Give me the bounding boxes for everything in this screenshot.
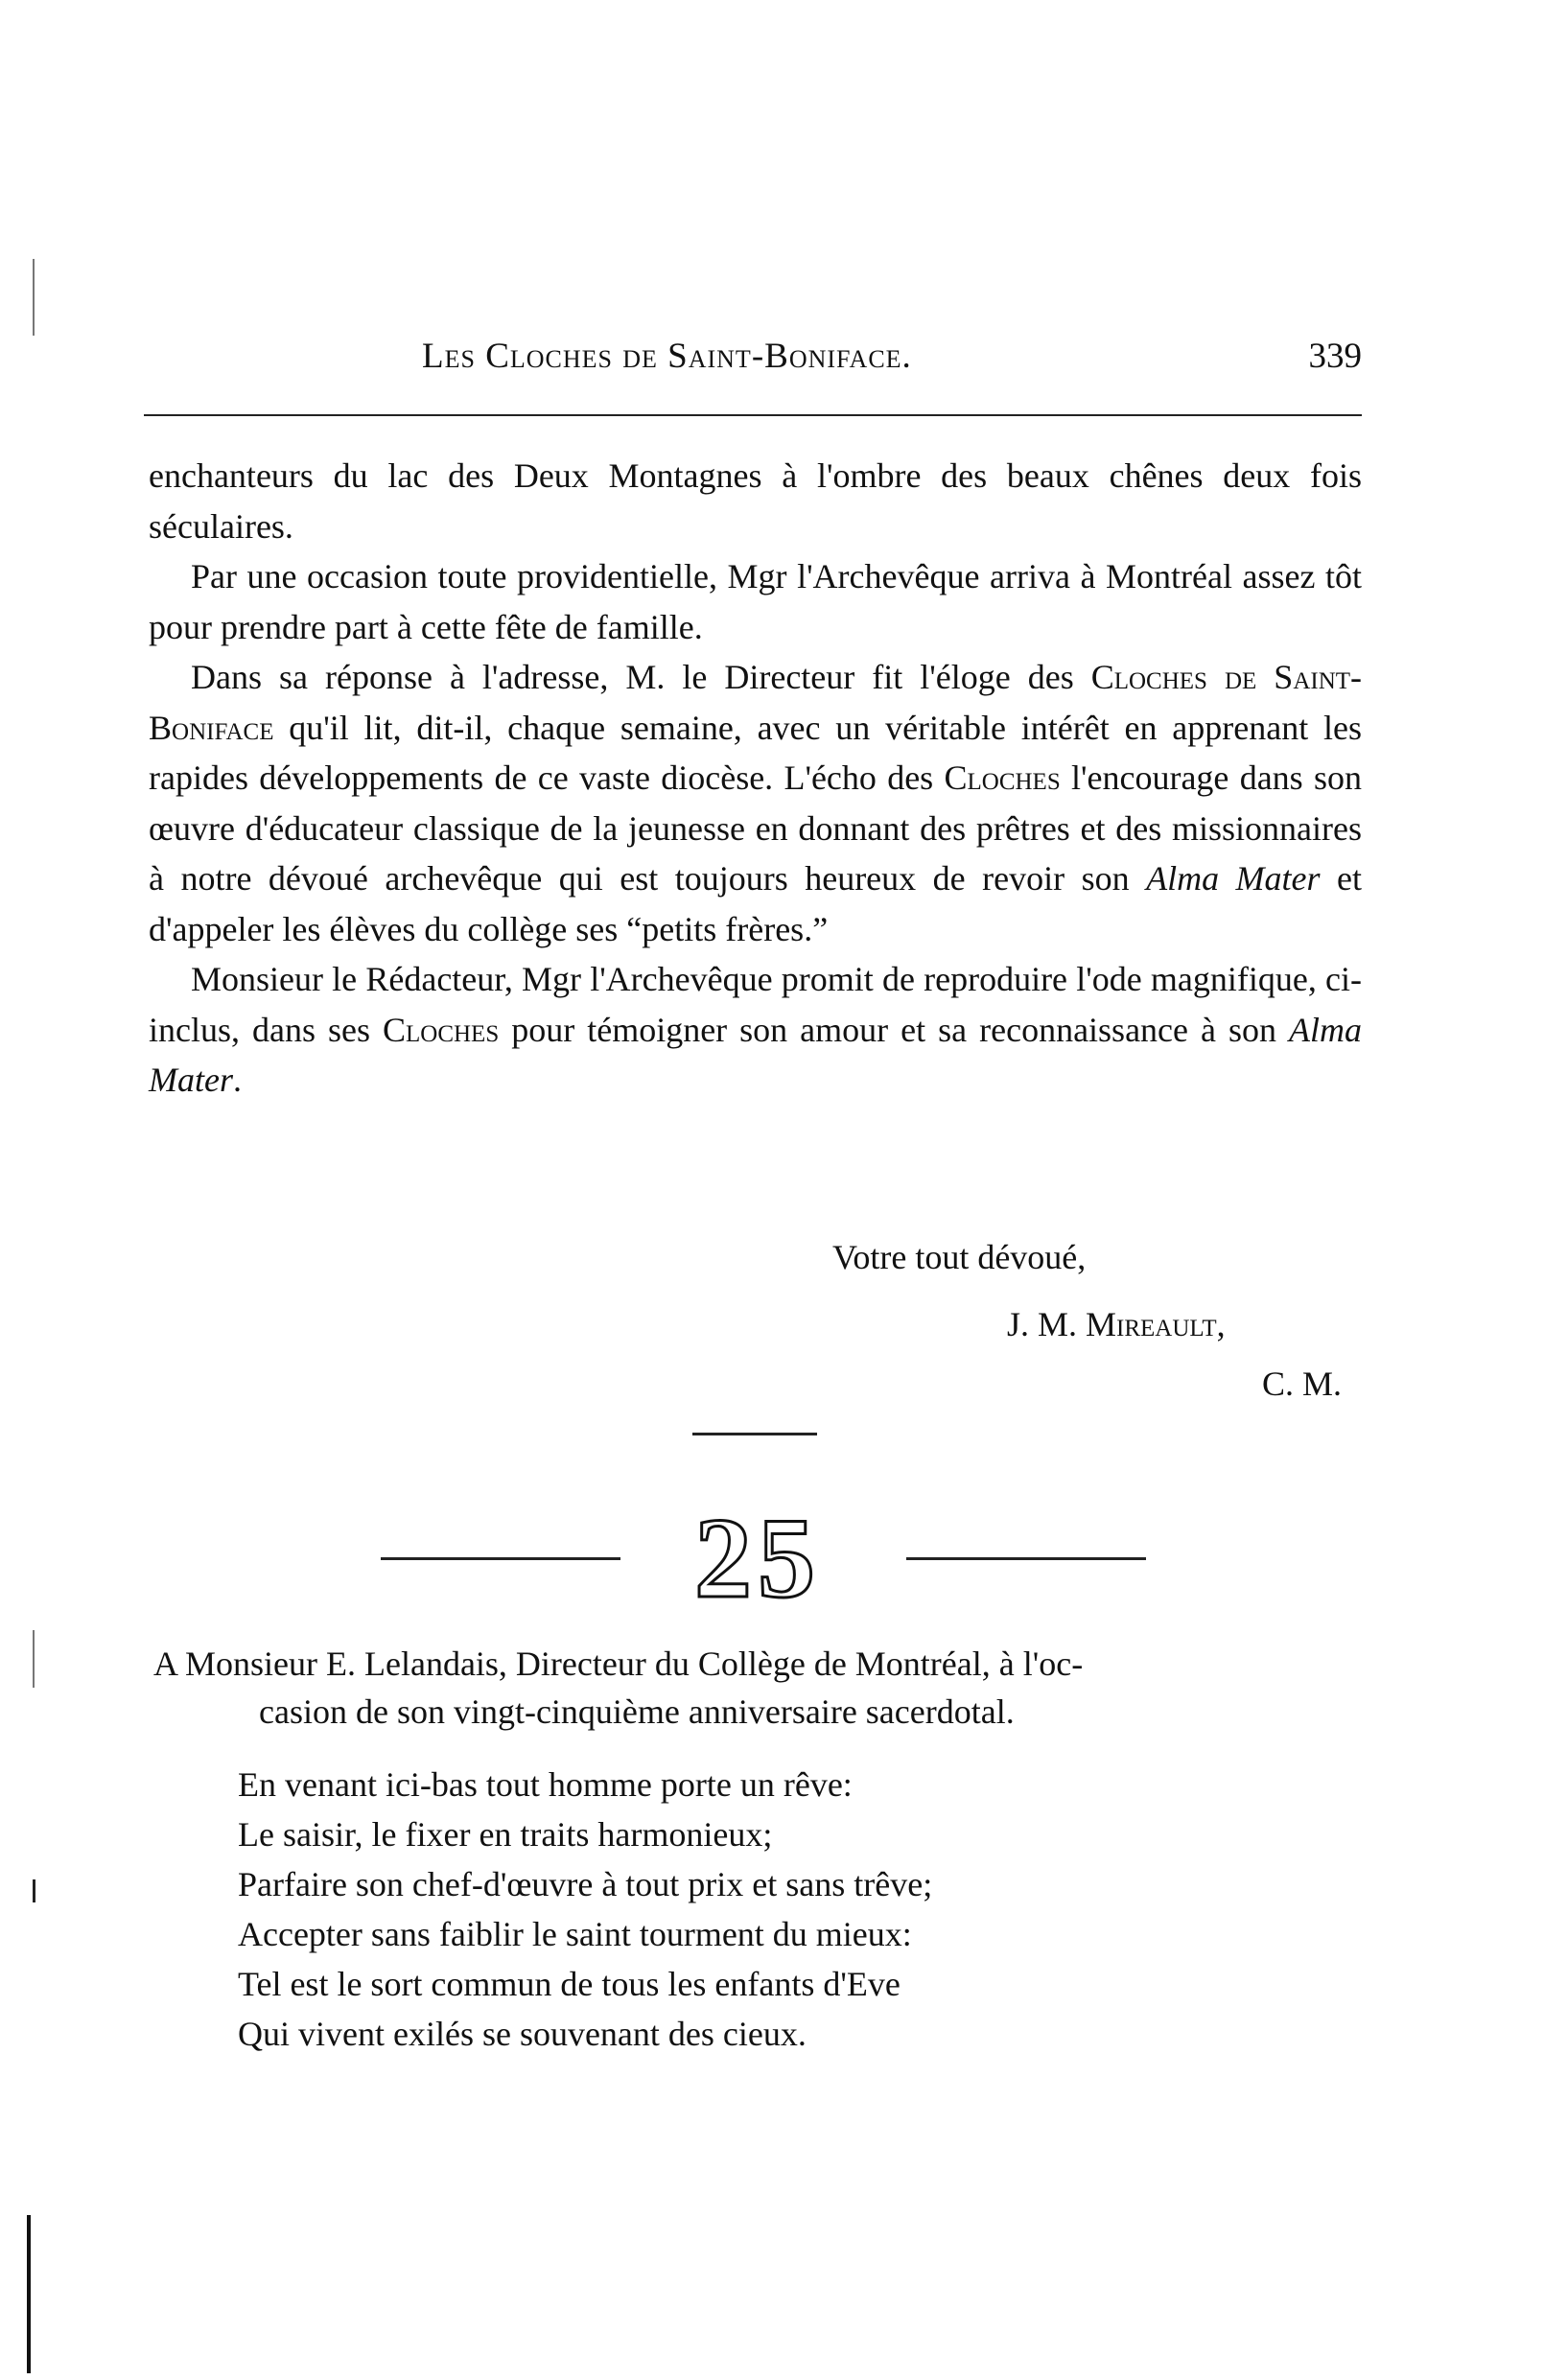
paragraph-3-text-1: Dans sa réponse à l'adresse, M. le Directeur fit l'éloge des bbox=[191, 658, 1091, 696]
cloches-smallcaps-2: Cloches bbox=[382, 1010, 500, 1049]
poem-line: Parfaire son chef-d'œuvre à tout prix et sans trêve; bbox=[238, 1865, 933, 1903]
poem-line: Tel est le sort commun de tous les enfants d'Eve bbox=[238, 1965, 901, 2003]
running-head: Les Cloches de Saint-Boniface. bbox=[422, 337, 912, 376]
signature-surname: Mireault, bbox=[1086, 1305, 1226, 1343]
poem-line: Qui vivent exilés se souvenant des cieux. bbox=[238, 2015, 807, 2053]
signature-initials: J. M. bbox=[1007, 1305, 1087, 1343]
page-number: 339 bbox=[1308, 337, 1362, 376]
page-header bbox=[144, 336, 1362, 384]
body-text bbox=[149, 451, 1362, 1106]
signature-order: C. M. bbox=[1262, 1365, 1343, 1403]
scan-margin-mark bbox=[33, 1630, 35, 1688]
scan-edge-stroke bbox=[27, 2215, 31, 2373]
section-rule-right bbox=[906, 1557, 1146, 1560]
poem-line: Accepter sans faiblir le saint tourment du mieux: bbox=[238, 1915, 912, 1953]
paragraph-3-text-4: et d'appeler les élèves du collège ses “petits frères.” bbox=[149, 859, 1363, 948]
signature-name bbox=[1007, 1304, 1226, 1344]
section-rule-left bbox=[381, 1557, 620, 1560]
signature-closing: Votre tout dévoué, bbox=[832, 1238, 1087, 1276]
paragraph-3-text-3: l'encourage dans son œuvre d'éducateur classique de la jeunesse en donnant des prêtres et des missionnaires à notre dévoué archevêque qui est toujours heureux de revoir son bbox=[149, 758, 1362, 898]
alma-mater-italic-2: Alma Mater bbox=[149, 1010, 1362, 1099]
poem-stanza bbox=[238, 1760, 932, 2059]
paragraph-3-text-2: qu'il lit, dit-il, chaque semaine, avec un véritable intérêt en apprenant les rapides développements de ce vaste diocèse. L'écho des bbox=[149, 708, 1362, 797]
paragraph-4-text-3: . bbox=[232, 1061, 242, 1099]
alma-mater-italic: Alma Mater bbox=[1146, 859, 1321, 898]
dedication bbox=[153, 1640, 1362, 1736]
poem-line: Le saisir, le fixer en traits harmonieux; bbox=[238, 1815, 773, 1854]
poem-line: En venant ici-bas tout homme porte un rêve: bbox=[238, 1765, 853, 1804]
scan-margin-mark bbox=[33, 1879, 35, 1902]
section-number: 25 bbox=[694, 1494, 821, 1622]
separator-rule bbox=[692, 1433, 817, 1435]
dedication-line-2: casion de son vingt-cinquième anniversaire sacerdotal. bbox=[259, 1692, 1015, 1731]
paragraph-4 bbox=[149, 954, 1362, 1106]
header-rule bbox=[144, 414, 1362, 416]
paragraph-4-text-2: pour témoigner son amour et sa reconnaissance à son bbox=[499, 1010, 1289, 1049]
paragraph-4-text-1: Monsieur le Rédacteur, Mgr l'Archevêque promit de reproduire l'ode magnifique, ci-inclus, dans ses bbox=[149, 960, 1362, 1049]
cloches-smallcaps: Cloches bbox=[944, 758, 1061, 797]
paragraph-1: enchanteurs du lac des Deux Montagnes à l'ombre des beaux chênes deux fois séculaires. bbox=[149, 456, 1362, 546]
dedication-line-1: A Monsieur E. Lelandais, Directeur du Collège de Montréal, à l'oc- bbox=[153, 1645, 1084, 1683]
paragraph-3 bbox=[149, 652, 1362, 954]
journal-title-smallcaps: Cloches de Saint-Boniface bbox=[149, 658, 1363, 747]
paragraph-2: Par une occasion toute providentielle, Mgr l'Archevêque arriva à Montréal assez tôt pour prendre part à cette fête de famille. bbox=[149, 557, 1362, 646]
scan-margin-mark bbox=[33, 259, 35, 336]
